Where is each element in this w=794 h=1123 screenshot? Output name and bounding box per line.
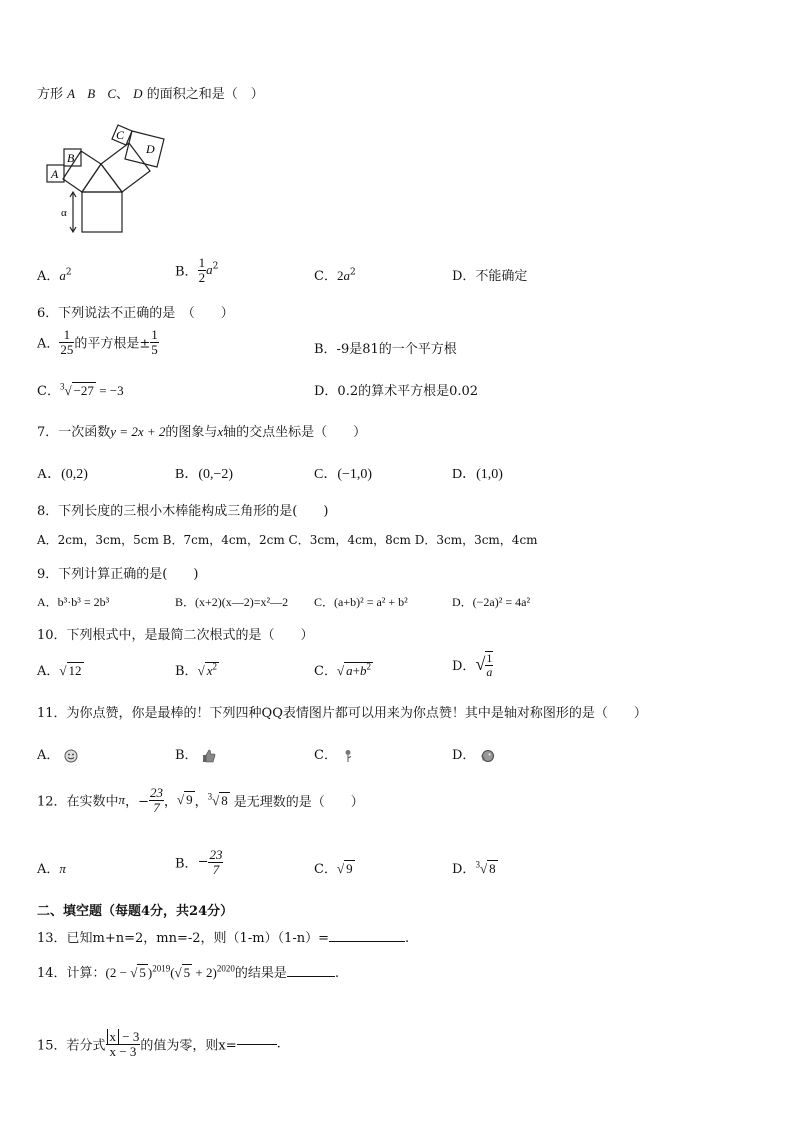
q14: 14．计算：(2 − √ 5 )$^{2019}$(√ 5 + 2)$^{2020}$的结果是 .: [37, 963, 339, 981]
q11-option-d[interactable]: D．: [452, 744, 494, 763]
q14-answer-blank[interactable]: [287, 976, 335, 977]
q10-option-a[interactable]: A．√ 12: [37, 663, 82, 679]
pythagoras-squares-figure: [44, 118, 174, 238]
q6-option-b[interactable]: B．-9是81的一个平方根: [314, 342, 457, 357]
q5-option-a[interactable]: A．$a^2$: [37, 267, 72, 284]
q7-option-d[interactable]: D．(1,0): [452, 467, 503, 482]
fig-label-alpha: α: [61, 207, 67, 219]
q7-option-c[interactable]: C．(−1,0): [314, 467, 373, 482]
q11-option-c[interactable]: C．: [314, 744, 355, 763]
q12-option-a[interactable]: A．π: [37, 861, 66, 877]
q15: 15．若分式 $\frac{x - 3}{x - 3}$ 的值为零，则x= .: [37, 1029, 281, 1059]
fig-label-b: B: [67, 151, 75, 165]
q9-option-d[interactable]: D．(−2a)² = 4a²: [452, 595, 531, 609]
q12-option-d[interactable]: D．$^3$√ 8: [452, 859, 496, 877]
rose-icon: [341, 749, 355, 763]
q7-option-a[interactable]: A．(0,2): [37, 467, 88, 482]
q9-option-b[interactable]: B．(x+2)(x—2)=x²—2: [175, 595, 289, 609]
q9-option-c[interactable]: C．(a+b)² = a² + b²: [314, 595, 408, 609]
q15-answer-blank[interactable]: [237, 1044, 277, 1045]
fig-label-a: A: [51, 167, 59, 181]
q5-option-d[interactable]: D．不能确定: [452, 269, 528, 284]
q13-answer-blank[interactable]: [329, 941, 405, 942]
q5-option-c[interactable]: C．$2a^2$: [314, 267, 356, 284]
fig-label-d: D: [146, 142, 155, 156]
q12-stem: 12．在实数中π，− $\frac{23}{7}$ ，√ 9 ，$^3$√ 8 是无理数的是（ ）: [37, 785, 364, 815]
fig-label-c: C: [116, 128, 125, 142]
q5-option-b[interactable]: B． $\frac{1}{2}$ $a^2$: [175, 255, 219, 285]
q6-option-a[interactable]: A． $\frac{1}{25}$ 的平方根是± $\frac{1}{5}$: [37, 327, 158, 357]
section-2-title: 二、填空题（每题4分，共24分）: [37, 904, 234, 919]
q11-stem: 11．为你点赞，你是最棒的！下列四种QQ表情图片都可以用来为你点赞！其中是轴对称图形的是（ ）: [37, 706, 647, 721]
q8-options[interactable]: A．2cm，3cm，5cm B．7cm，4cm，2cm C．3cm，4cm，8cm D．3cm，3cm，4cm: [37, 533, 538, 547]
q6-stem: 6．下列说法不正确的是 （ ）: [37, 306, 234, 321]
middle-right-square: [101, 143, 150, 192]
q13: 13．已知m+n=2，mn=-2，则（1-m）（1-n）= .: [37, 931, 410, 946]
q11-option-b[interactable]: B．: [175, 744, 216, 763]
q5-stem: 方形 A B C、 D 的面积之和是（ ）: [37, 86, 264, 102]
q12-option-b[interactable]: B．− $\frac{23}{7}$: [175, 847, 223, 877]
q8-stem: 8．下列长度的三根小木棒能构成三角形的是( ): [37, 504, 329, 519]
q9-option-a[interactable]: A．b³·b³ = 2b³: [37, 595, 110, 609]
q10-stem: 10．下列根式中，是最简二次根式的是（ ）: [37, 628, 314, 643]
applause-face-icon: [480, 749, 494, 763]
base-square: [82, 192, 122, 232]
q6-option-c[interactable]: C．$^3$√ −27 = −3: [37, 381, 124, 399]
thumbs-up-icon: [202, 749, 216, 763]
smiley-face-icon: [64, 749, 78, 763]
right-triangle: [82, 164, 122, 192]
q10-option-c[interactable]: C．√ $a+b^2$: [314, 661, 371, 679]
q7-stem: 7．一次函数y = 2x + 2的图象与x轴的交点坐标是（ ）: [37, 424, 367, 440]
q6-option-d[interactable]: D．0.2的算术平方根是0.02: [314, 384, 479, 399]
q10-option-d[interactable]: D．√ $\frac{1}{a}$: [452, 651, 493, 679]
q10-option-b[interactable]: B．√ $x^2$: [175, 661, 217, 679]
q7-option-b[interactable]: B．(0,−2): [175, 467, 234, 482]
q12-option-c[interactable]: C．√ 9: [314, 861, 353, 877]
q9-stem: 9．下列计算正确的是( ): [37, 567, 199, 582]
square-d: [125, 131, 164, 167]
q11-option-a[interactable]: A．: [37, 744, 78, 763]
